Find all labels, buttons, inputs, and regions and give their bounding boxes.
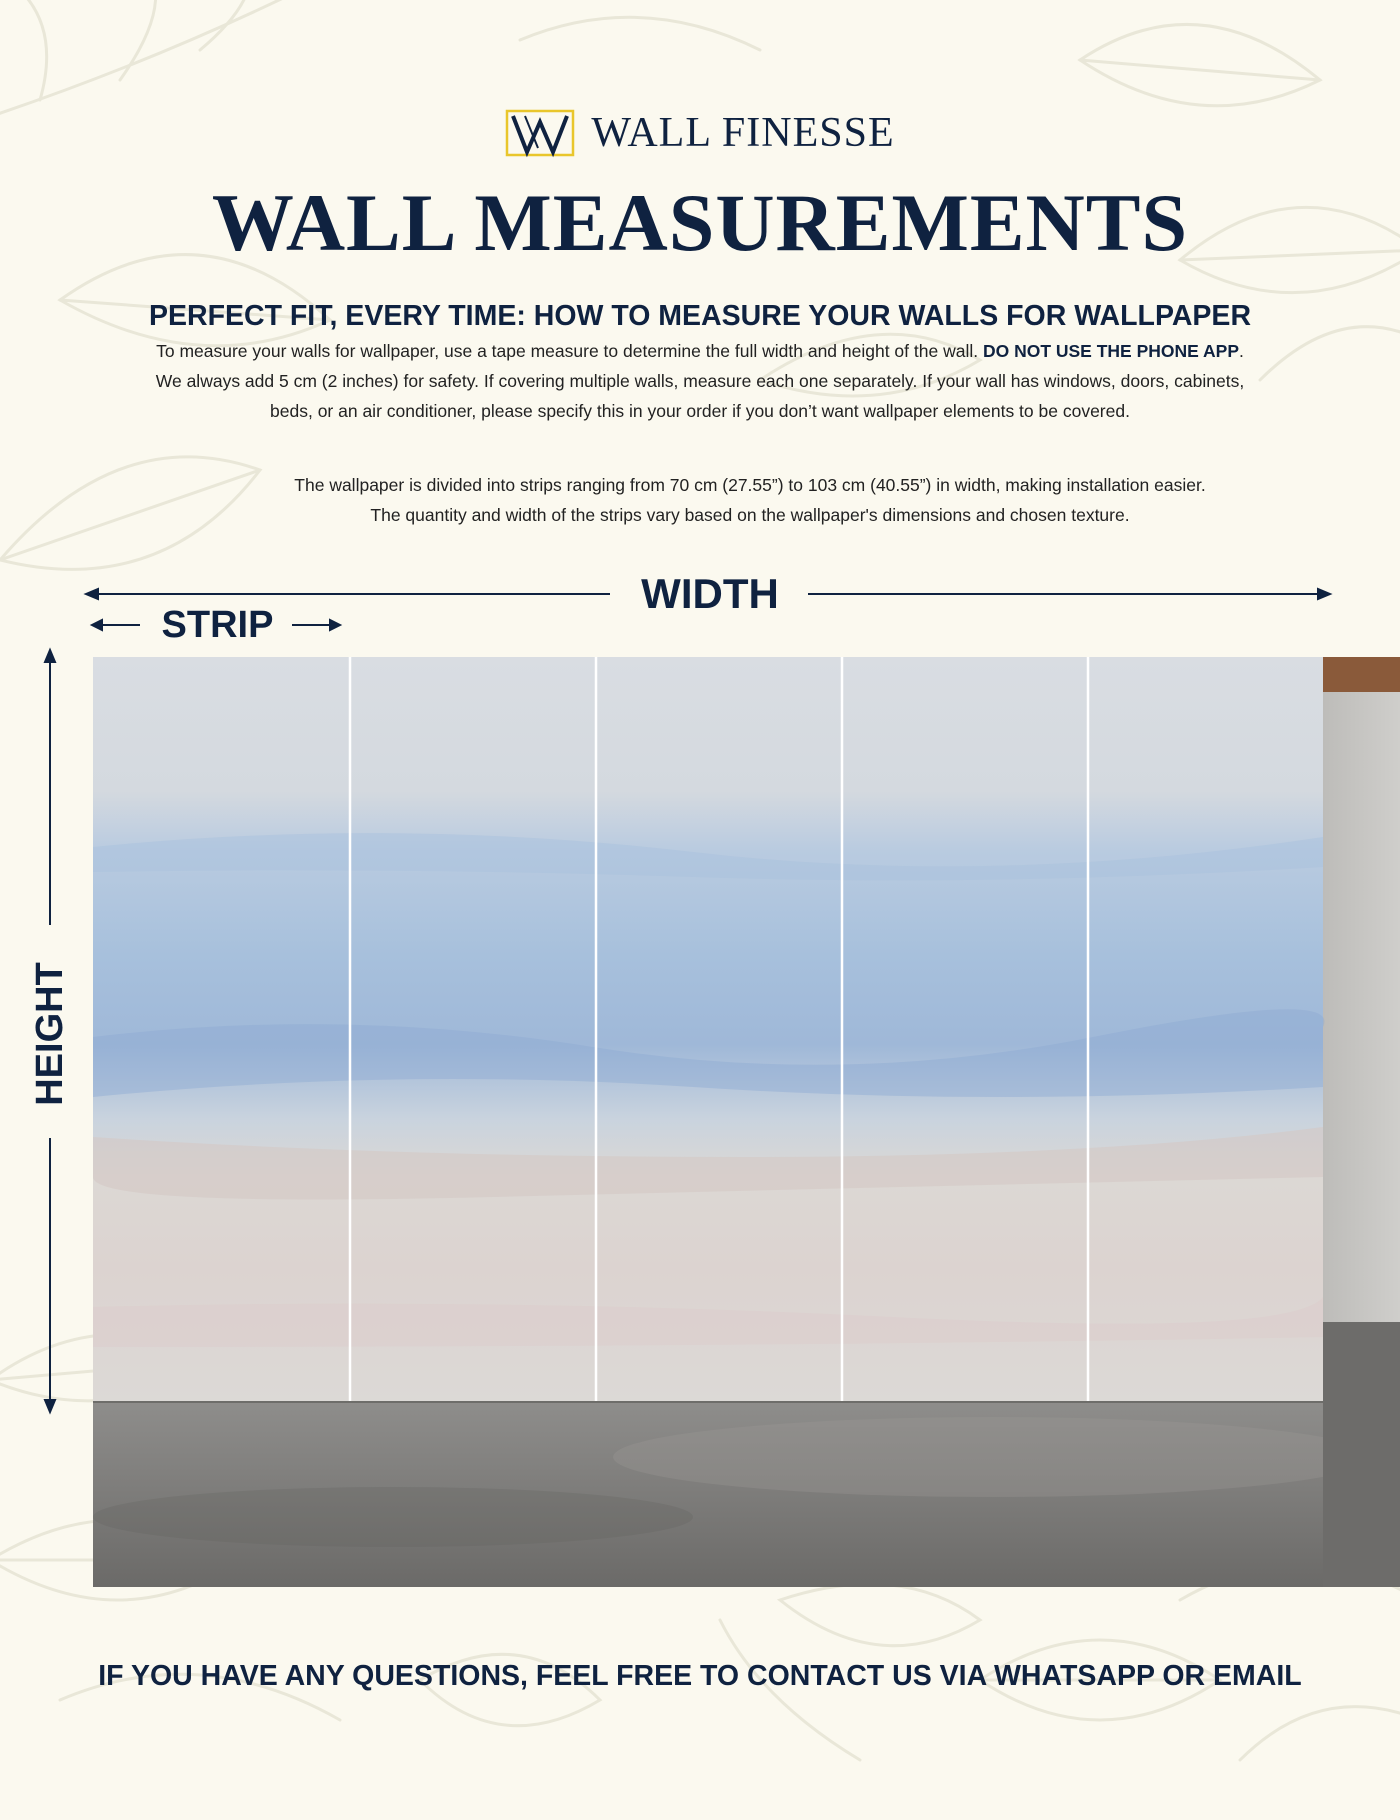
strip-label: STRIP xyxy=(161,604,274,646)
phone-app-warning: DO NOT USE THE PHONE APP xyxy=(982,341,1240,361)
brand-name: WALL FINESSE xyxy=(591,110,895,156)
wallpaper-room-illustration xyxy=(93,657,1400,1587)
page-subtitle: PERFECT FIT, EVERY TIME: HOW TO MEASURE YOUR WALLS FOR WALLPAPER xyxy=(148,300,1252,332)
intro-line-2: We always add 5 cm (2 inches) for safety. If covering multiple walls, measure each one separately. If your wall has windows, doors, cabinets, xyxy=(155,371,1245,391)
height-label: HEIGHT xyxy=(29,962,71,1106)
width-label: WIDTH xyxy=(641,570,779,617)
side-wall xyxy=(1323,692,1400,1322)
strips-info-line-1: The wallpaper is divided into strips ranging from 70 cm (27.55”) to 103 cm (40.55”) in width, making installation easier. xyxy=(294,475,1206,495)
strips-info-paragraph xyxy=(100,470,1400,530)
wood-ceiling xyxy=(1323,657,1400,692)
brand-logo xyxy=(0,108,1400,158)
intro-paragraph xyxy=(60,336,1340,426)
intro-line-1: To measure your walls for wallpaper, use a tape measure to determine the full width and height of the wall. DO NOT USE THE PHONE APP. xyxy=(156,341,1244,361)
intro-line-3: beds, or an air conditioner, please specify this in your order if you don’t want wallpaper elements to be covered. xyxy=(270,401,1130,421)
contact-footer: IF YOU HAVE ANY QUESTIONS, FEEL FREE TO CONTACT US VIA WHATSAPP OR EMAIL xyxy=(98,1660,1302,1692)
page-title: WALL MEASUREMENTS xyxy=(211,177,1189,268)
strips-info-line-2: The quantity and width of the strips vary based on the wallpaper's dimensions and chosen texture. xyxy=(370,505,1130,525)
wf-monogram-icon xyxy=(505,108,575,158)
